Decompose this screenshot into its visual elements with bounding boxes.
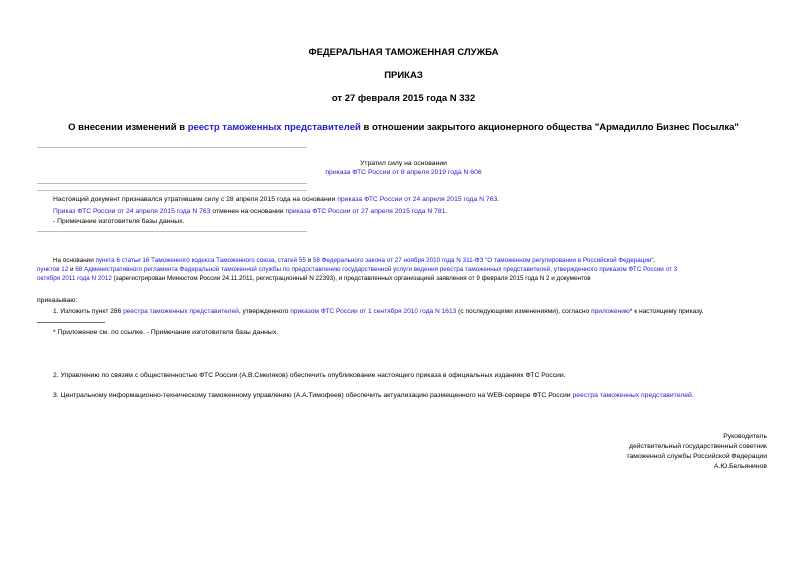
- item1-text: 1. Изложить пункт 286: [53, 308, 124, 315]
- editor-note-text2: отменен на основании: [210, 208, 286, 215]
- preamble-text: ,: [653, 257, 656, 264]
- signature-rank-2: таможенной службы Российской Федерации: [626, 453, 767, 460]
- editor-note-link-763b[interactable]: Приказ ФТС России от 24 апреля 2015 года N 763: [53, 208, 211, 215]
- customs-code-link[interactable]: пункта 6 статьи 16 Таможенного кодекса Таможенного союза: [95, 257, 275, 264]
- signature-block: [626, 432, 767, 472]
- title-prefix: О внесении изменений в: [68, 122, 188, 133]
- editor-note-period: .: [497, 196, 500, 203]
- editor-note-line2: [53, 207, 447, 216]
- order2012-link[interactable]: октября 2011 года N 2012: [37, 275, 112, 282]
- editor-note-period2: .: [445, 208, 448, 215]
- divider: [37, 231, 307, 232]
- divider: [37, 147, 307, 148]
- item-2: 2. Управлению по связям с общественностью ФТС России (А.В.Смеляков) обеспечить опубликование настоящего приказа в официальных изданиях ФТС России.: [53, 372, 566, 379]
- article55-link[interactable]: статей 55: [277, 257, 306, 264]
- editor-note-line3: - Примечание изготовителя базы данных.: [53, 218, 185, 225]
- expired-notice-text: Утратил силу на основании: [360, 160, 447, 167]
- footnote-divider: [37, 322, 105, 323]
- order1613-link[interactable]: приказом ФТС России от 1 сентября 2010 года N 1613: [290, 308, 457, 315]
- document-type: ПРИКАЗ: [384, 70, 423, 81]
- preamble-line2: [37, 265, 677, 274]
- footnote: * Приложение см. по ссылке. - Примечание изготовителя базы данных.: [53, 329, 279, 336]
- item3-text: 3. Центральному информационно-техническому таможенному управлению (А.А.Тимофеев) обеспечить актуализацию размещенного на WEB-сервере ФТС России: [53, 392, 573, 399]
- item-3: [53, 391, 694, 400]
- registry-link[interactable]: реестра таможенных представителей: [123, 308, 239, 315]
- item1-text: (с последующими изменениями), согласно: [456, 308, 592, 315]
- preamble-text: (зарегистрирован Минюстом России 24.11.2011, регистрационный N 22393), и представленных организацией заявления от 9 февраля 2015 года N 2 и документов: [111, 275, 591, 282]
- signature-rank: действительный государственный советник: [629, 443, 767, 450]
- federal-law-link[interactable]: 58 Федерального закона от 27 ноября 2010 года N 311-ФЗ "О таможенном регулировании в Российской Федерации": [312, 257, 654, 264]
- item-1: [53, 307, 703, 316]
- divider: [37, 183, 307, 184]
- preamble-text: ,: [274, 257, 278, 264]
- signature-position: Руководитель: [723, 433, 767, 440]
- appendix-link[interactable]: приложению: [591, 308, 630, 315]
- preamble-text: и: [305, 257, 313, 264]
- point12-link[interactable]: пунктов 12: [37, 266, 69, 273]
- editor-note-link-781[interactable]: приказа ФТС России от 27 апреля 2015 года N 781: [285, 208, 446, 215]
- item1-text: * к настоящему приказу.: [629, 308, 704, 315]
- title-registry-link[interactable]: реестр таможенных представителей: [187, 122, 361, 133]
- editor-note-link-763[interactable]: приказа ФТС России от 24 апреля 2015 года N 763: [337, 196, 498, 203]
- order-word: приказываю:: [37, 297, 78, 304]
- preamble-text: и: [68, 266, 76, 273]
- expired-notice-link[interactable]: приказа ФТС России от 8 апреля 2019 года N 606: [325, 169, 482, 176]
- item3-period: .: [691, 392, 694, 399]
- editor-note-line1: [53, 195, 499, 204]
- signature-name: А.Ю.Бельянинов: [713, 463, 767, 470]
- registry-link-2[interactable]: реестра таможенных представителей: [572, 392, 692, 399]
- agency-name: ФЕДЕРАЛЬНАЯ ТАМОЖЕННАЯ СЛУЖБА: [308, 47, 499, 58]
- title-suffix: в отношении закрытого акционерного общества "Армадилло Бизнес Посылка": [360, 122, 739, 133]
- regulation-link[interactable]: 68 Административного регламента Федеральной таможенной службы по предоставлению государственной услуги ведения реестра таможенных представителей, утвержденного приказом ФТС России от 3: [75, 266, 678, 273]
- editor-note-text: Настоящий документ признавался утратившим силу с 28 апреля 2015 года на основании: [53, 196, 338, 203]
- preamble-text: На основании: [53, 257, 96, 264]
- document-title: [0, 122, 807, 133]
- divider: [37, 190, 307, 191]
- item1-text: , утвержденного: [238, 308, 291, 315]
- document-date-number: от 27 февраля 2015 года N 332: [331, 93, 476, 104]
- preamble-line1: [53, 256, 655, 265]
- preamble-line3: [37, 274, 591, 283]
